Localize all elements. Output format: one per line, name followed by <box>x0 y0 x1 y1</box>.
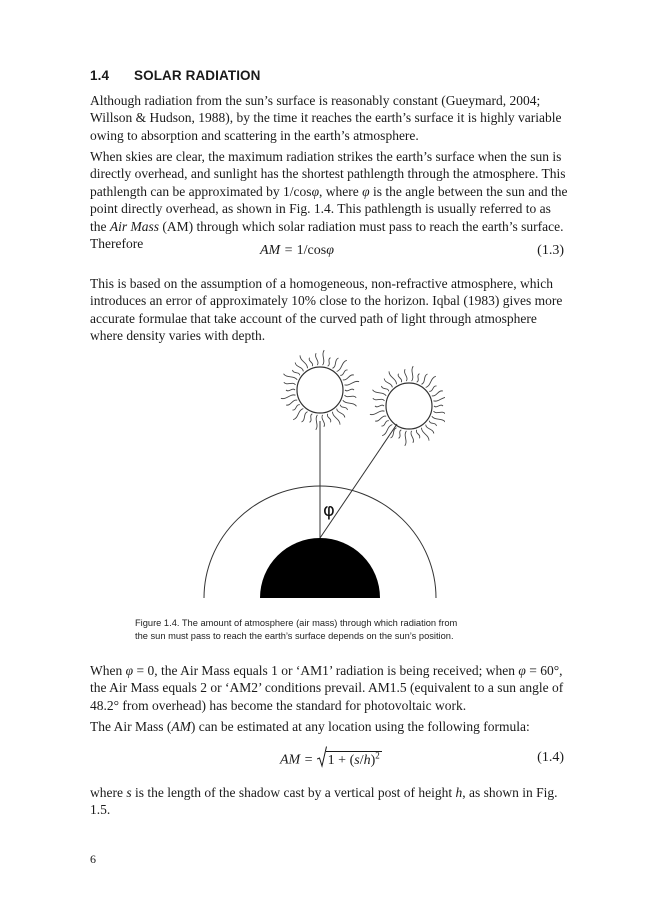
sun-ray <box>405 369 408 381</box>
sun-ray <box>345 395 357 398</box>
figure-caption: Figure 1.4. The amount of atmosphere (air mass) through which radiation from the sun must pass to reach the earth’s surface depends on the sun’s position. <box>135 618 458 641</box>
sun-ray <box>286 389 295 391</box>
sun-ray <box>343 375 354 380</box>
sun-ray <box>328 358 331 367</box>
sun-ray <box>340 405 347 410</box>
sun-ray <box>422 374 428 384</box>
sun-ray <box>384 379 392 388</box>
paragraph-6: where s is the length of the shadow cast by a vertical post of height h, as shown in Fig. 1.5. <box>90 785 558 818</box>
sun-ray <box>382 421 389 426</box>
sun-ray <box>399 430 402 439</box>
sun-ray <box>429 421 436 426</box>
sun-ray <box>309 358 312 367</box>
paragraph-2: When skies are clear, the maximum radiation strikes the earth’s surface when the sun is directly overhead, and sunlight has the shortest pathlength through the atmosphere. This pathlength can be approximated by 1/cosφ, where φ is the angle between the sun and the point directly overhead, as shown in Fig. 1.4. This pathlength is usually referred to as the Air Mass (AM) through which solar radiation must pass to reach the earth’s surface. Therefore <box>90 149 568 252</box>
equation-number: (1.4) <box>537 750 564 765</box>
equation-1-3-expression: AM = 1/cosφ <box>260 243 334 258</box>
sun-ray <box>345 381 360 385</box>
overhead-sun-icon <box>281 350 359 430</box>
sun-ray <box>345 389 354 391</box>
sun-ray <box>426 376 436 387</box>
sun-ray <box>316 353 319 365</box>
sun-ray <box>332 412 340 425</box>
air-mass-diagram <box>195 348 445 608</box>
sun-ray <box>370 411 385 415</box>
sun-ray <box>434 405 443 407</box>
sun-ray <box>337 409 345 418</box>
sun-ray <box>340 370 347 375</box>
sun-ray <box>432 416 445 422</box>
angle-phi-label: φ <box>323 500 335 521</box>
sun-ray <box>327 414 330 423</box>
sun-ray <box>293 409 303 420</box>
radical-sign <box>317 746 327 768</box>
sun-ray <box>316 415 318 430</box>
sun-ray <box>412 366 414 381</box>
sun-ray <box>375 405 384 407</box>
equation-1-4-expression: AM = $1 + (s/h)^2$ <box>280 750 382 769</box>
sun-ray <box>343 400 357 406</box>
sun-ray <box>302 412 308 422</box>
sun-ray <box>434 411 446 414</box>
sun-ray <box>295 363 303 372</box>
sun-ray <box>426 425 434 434</box>
sun-ray <box>416 430 419 439</box>
section-title: SOLAR RADIATION <box>134 68 261 83</box>
paragraph-1: Although radiation from the sun’s surface is reasonably constant (Gueymard, 2004; Willson & Hudson, 1988), by the time it reaches the earth’s surface it is highly variable owing to absorption and scattering in the earth’s atmosphere. <box>90 93 562 143</box>
sun-ray <box>405 431 407 446</box>
sun-ray <box>432 391 443 396</box>
paragraph-3: This is based on the assumption of a homogeneous, non-refractive atmosphere, which introduces an error of approximately 10% close to the horizon. Iqbal (1983) gives more accurate formulae that take account of the curved path of light through atmosphere where density varies with depth. <box>90 276 563 344</box>
sun-ray <box>421 428 429 441</box>
sun-ray <box>389 371 397 384</box>
sun-ray <box>373 390 387 396</box>
sun-ray <box>293 370 300 375</box>
sun-ray <box>310 414 313 423</box>
paragraph-4: When φ = 0, the Air Mass equals 1 or ‘AM1’ radiation is being received; when φ = 60°, the Air Mass equals 2 or ‘AM2’ conditions prevail. AM1.5 (equivalent to a sun angle of 48.2° from overhead) has become the standard for photovoltaic work. <box>90 663 564 713</box>
sun-ray <box>284 382 296 385</box>
angled-sun-icon <box>370 366 445 446</box>
sun-ray <box>417 374 420 383</box>
square-root: $1 + (s/h)^2$ <box>317 750 382 769</box>
sun-ray <box>281 395 296 399</box>
sun-ray <box>398 374 401 383</box>
sun-ray <box>286 400 297 405</box>
sun-ray <box>434 397 446 401</box>
sun-ray <box>293 405 300 410</box>
paragraph-5: The Air Mass (AM) can be estimated at any location using the following formula: <box>90 719 530 734</box>
sun-ray <box>373 398 385 401</box>
sun-ray <box>382 386 389 391</box>
earth-hemisphere <box>260 538 380 598</box>
section-number: 1.4 <box>90 68 110 83</box>
sun-ray <box>411 431 414 443</box>
equation-number: (1.3) <box>537 243 564 258</box>
sun-ray <box>284 374 298 380</box>
sun-ray <box>337 360 347 371</box>
figure-1-4 <box>195 348 445 608</box>
equation-1-4 <box>90 747 564 773</box>
sun-ray <box>375 416 386 421</box>
equation-1-3 <box>90 243 564 265</box>
section-heading <box>90 68 261 83</box>
sun-ray <box>333 358 339 368</box>
sun-ray <box>322 415 325 427</box>
sun-ray <box>323 350 325 365</box>
sun-ray <box>300 355 308 368</box>
sun-ray <box>429 386 436 391</box>
page-number: 6 <box>90 852 96 866</box>
